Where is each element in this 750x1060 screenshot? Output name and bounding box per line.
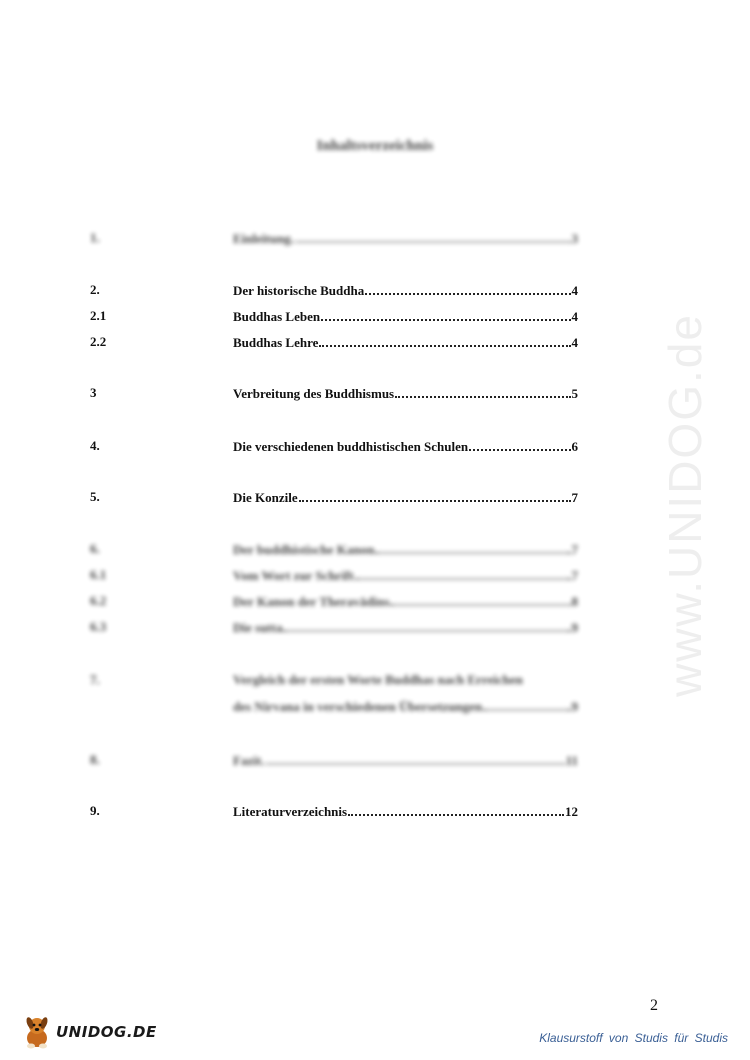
toc-page: 11 [565,753,578,768]
toc-label: Der Kanon der Theravādins [233,594,390,609]
toc-page: 6 [571,439,578,454]
toc-number: 2.2 [90,334,107,349]
logo-text: UNIDOG.DE [56,1023,157,1041]
toc-label: Verbreitung des Buddhismus [233,386,395,401]
toc-number: 4. [90,438,100,453]
toc-number: 6.1 [90,567,107,582]
toc-page: 7 [571,568,578,583]
toc-number: 3 [90,385,97,400]
toc-number: 7. [90,672,100,687]
toc-label: Buddhas Lehre [233,335,319,350]
toc-number: 1. [90,230,100,245]
footer-tagline: Klausurstoff von Studis für Studis [539,1031,728,1045]
toc-row-7 [90,670,580,718]
toc-row-2-2 [90,332,580,352]
toc-row-6 [90,539,580,559]
toc-label: Literaturverzeichnis [233,804,348,819]
toc-page: 7 [571,542,578,557]
dog-icon [22,1014,54,1050]
toc-number: 2.1 [90,308,107,323]
toc-number: 6. [90,541,100,556]
toc-label: Der historische Buddha [233,283,365,298]
toc-label: Buddhas Leben [233,309,321,324]
toc-page: 9 [571,620,578,635]
page-number: 2 [650,997,658,1014]
toc-number: 9. [90,803,100,818]
toc-number: 5. [90,489,100,504]
toc-row-1 [90,228,580,248]
watermark [640,270,730,740]
toc-label: Die verschiedenen buddhistischen Schulen [233,439,469,454]
toc-label: Die sutta [233,620,283,635]
toc-label: Der buddhistische Kanon [233,542,375,557]
toc-row-6-3 [90,617,580,637]
toc-page: 12 [565,804,578,819]
toc-number: 2. [90,282,100,297]
toc-page: 4 [571,335,578,350]
toc-row-5 [90,487,580,507]
toc-page: 3 [571,231,578,246]
toc-row-2 [90,280,580,300]
toc-row-6-1 [90,565,580,585]
toc-page: 8 [571,594,578,609]
toc-label: Die Konzile [233,490,298,505]
toc-label: Fazit [233,753,262,768]
toc-number: 6.3 [90,619,107,634]
toc-page: 4 [571,283,578,298]
toc-row-2-1 [90,306,580,326]
toc-label: Einleitung [233,231,291,246]
toc-label-line2: des Nirvana in verschiedenen Übersetzungen [233,699,483,714]
toc-row-6-2 [90,591,580,611]
toc-page: 9 [571,699,578,714]
toc-page: 4 [571,309,578,324]
toc-row-3 [90,383,580,403]
toc-row-4 [90,436,580,456]
page-title: Inhaltsverzeichnis [316,138,434,154]
toc-label: Vom Wort zur Schrift [233,568,354,583]
toc-number: 8. [90,752,100,767]
toc-page: 7 [571,490,578,505]
toc-row-8 [90,750,580,770]
toc-number: 6.2 [90,593,107,608]
toc-row-9 [90,801,580,821]
unidog-logo[interactable] [22,1012,157,1052]
watermark-text: www.UNIDOG.de [659,313,712,697]
toc-page: 5 [571,386,578,401]
toc-label: Vergleich der ersten Worte Buddhas nach Erreichen [233,672,523,687]
